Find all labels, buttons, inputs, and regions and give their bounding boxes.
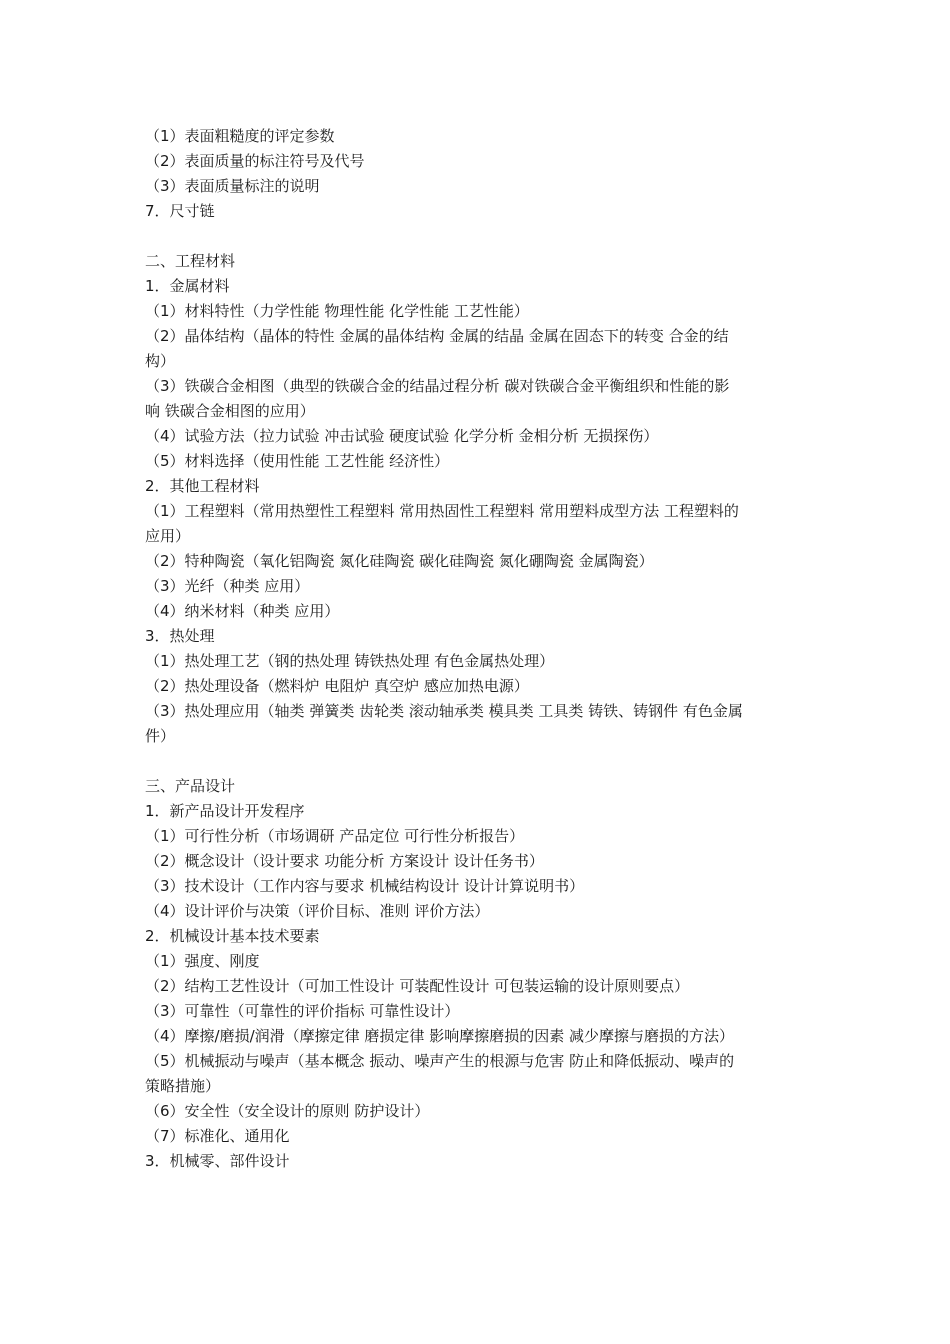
text-line: （2）热处理设备（燃料炉 电阻炉 真空炉 感应加热电源） — [145, 677, 529, 695]
text-line: （1）工程塑料（常用热塑性工程塑料 常用热固性工程塑料 常用塑料成型方法 工程塑料的 — [145, 502, 739, 520]
text-line: （1）可行性分析（市场调研 产品定位 可行性分析报告） — [145, 827, 525, 845]
text-line: （7）标准化、通用化 — [145, 1127, 290, 1145]
text-line: 1．新产品设计开发程序 — [145, 802, 305, 820]
text-line: 3．机械零、部件设计 — [145, 1152, 290, 1170]
text-line: （1）热处理工艺（钢的热处理 铸铁热处理 有色金属热处理） — [145, 652, 555, 670]
text-line: （4）试验方法（拉力试验 冲击试验 硬度试验 化学分析 金相分析 无损探伤） — [145, 427, 659, 445]
text-line: 2．其他工程材料 — [145, 477, 260, 495]
text-line: 构） — [145, 352, 176, 370]
text-line: 响 铁碳合金相图的应用） — [145, 402, 315, 420]
text-line: （5）材料选择（使用性能 工艺性能 经济性） — [145, 452, 450, 470]
text-line: （5）机械振动与噪声（基本概念 振动、噪声产生的根源与危害 防止和降低振动、噪声的 — [145, 1052, 735, 1070]
text-line: （2）概念设计（设计要求 功能分析 方案设计 设计任务书） — [145, 852, 544, 870]
text-line: （4）纳米材料（种类 应用） — [145, 602, 340, 620]
text-line: 策略措施） — [145, 1077, 221, 1095]
text-line: （2）结构工艺性设计（可加工性设计 可装配性设计 可包装运输的设计原则要点） — [145, 977, 690, 995]
text-line: （3）可靠性（可靠性的评价指标 可靠性设计） — [145, 1002, 460, 1020]
text-line: （3）光纤（种类 应用） — [145, 577, 310, 595]
text-line: （3）热处理应用（轴类 弹簧类 齿轮类 滚动轴承类 模具类 工具类 铸铁、铸钢件 有色金属 — [145, 702, 743, 720]
text-line: （2）特种陶瓷（氧化铝陶瓷 氮化硅陶瓷 碳化硅陶瓷 氮化硼陶瓷 金属陶瓷） — [145, 552, 654, 570]
text-line: （3）技术设计（工作内容与要求 机械结构设计 设计计算说明书） — [145, 877, 585, 895]
text-line: （4）设计评价与决策（评价目标、准则 评价方法） — [145, 902, 490, 920]
document-page — [145, 124, 810, 1174]
blank-line — [145, 224, 810, 249]
text-line: （1）表面粗糙度的评定参数 — [145, 127, 335, 145]
text-line: 2．机械设计基本技术要素 — [145, 927, 320, 945]
text-line: （6）安全性（安全设计的原则 防护设计） — [145, 1102, 430, 1120]
text-line: （3）铁碳合金相图（典型的铁碳合金的结晶过程分析 碳对铁碳合金平衡组织和性能的影 — [145, 377, 730, 395]
text-line: （2）晶体结构（晶体的特性 金属的晶体结构 金属的结晶 金属在固态下的转变 合金的结 — [145, 327, 729, 345]
text-line: 7．尺寸链 — [145, 202, 215, 220]
text-line: 应用） — [145, 527, 191, 545]
text-line: 3．热处理 — [145, 627, 215, 645]
section-heading: 二、工程材料 — [145, 252, 236, 270]
text-line: （1）强度、刚度 — [145, 952, 260, 970]
section-heading: 三、产品设计 — [145, 777, 236, 795]
text-line: （3）表面质量标注的说明 — [145, 177, 320, 195]
text-line: 件） — [145, 727, 176, 745]
text-line: （4）摩擦/磨损/润滑（摩擦定律 磨损定律 影响摩擦磨损的因素 减少摩擦与磨损的方法） — [145, 1027, 734, 1045]
text-line: 1．金属材料 — [145, 277, 230, 295]
text-line: （2）表面质量的标注符号及代号 — [145, 152, 365, 170]
text-line: （1）材料特性（力学性能 物理性能 化学性能 工艺性能） — [145, 302, 529, 320]
blank-line — [145, 749, 810, 774]
